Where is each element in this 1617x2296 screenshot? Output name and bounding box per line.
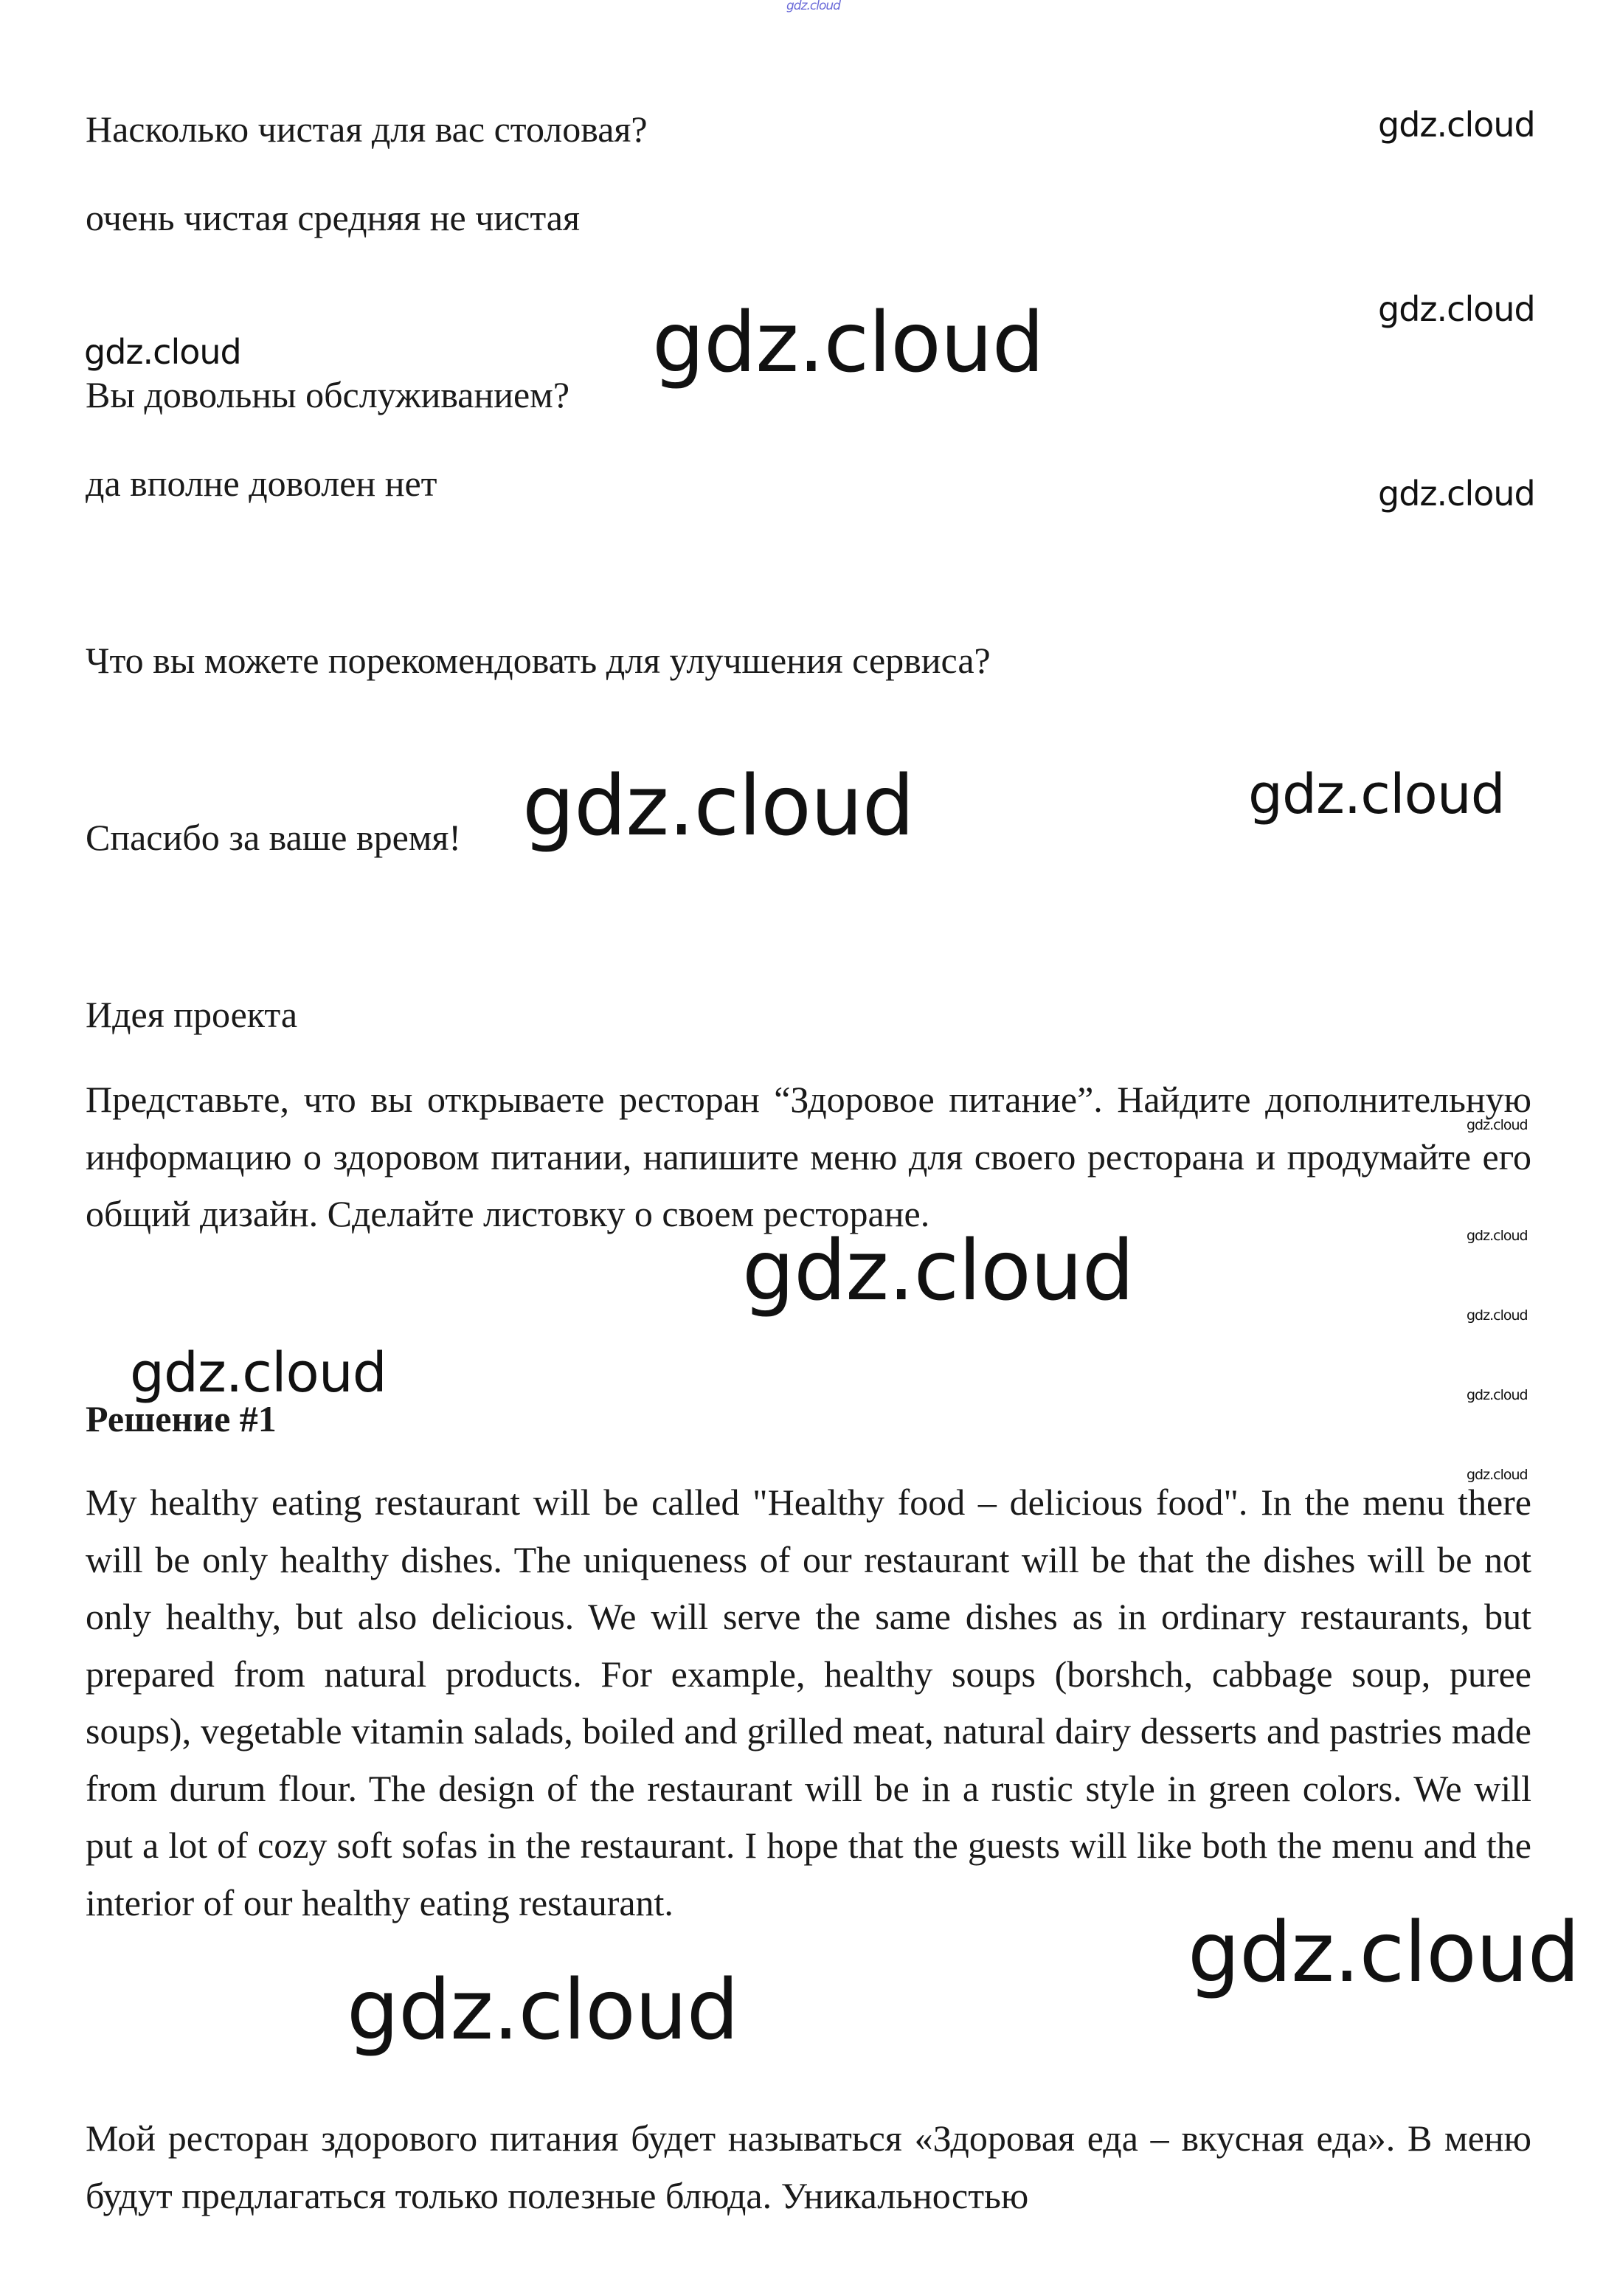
survey-answers-cleanliness: очень чистая средняя не чистая [86, 197, 580, 238]
watermark: gdz.cloud [130, 1341, 387, 1405]
survey-question-recommendations: Что вы можете порекомендовать для улучшения сервиса? [86, 640, 991, 681]
watermark-small: gdz.cloud [1467, 1117, 1528, 1133]
watermark-top: gdz.cloud [786, 0, 840, 13]
watermark-small: gdz.cloud [1467, 1228, 1528, 1244]
watermark: gdz.cloud [522, 758, 914, 854]
solution-heading: Решение #1 [86, 1398, 277, 1439]
watermark: gdz.cloud [1378, 105, 1535, 145]
watermark: gdz.cloud [652, 295, 1044, 391]
project-title: Идея проекта [86, 994, 298, 1035]
survey-thanks: Спасибо за ваше время! [86, 817, 462, 858]
watermark: gdz.cloud [1188, 1905, 1579, 2001]
watermark: gdz.cloud [1378, 289, 1535, 329]
watermark: gdz.cloud [1248, 763, 1505, 826]
watermark: gdz.cloud [84, 332, 241, 372]
watermark: gdz.cloud [742, 1223, 1134, 1319]
survey-question-service: Вы довольны обслуживанием? [86, 374, 570, 415]
survey-answers-service: да вполне доволен нет [86, 463, 437, 504]
solution-english-text: My healthy eating restaurant will be called "Healthy food – delicious food". In the menu there will be only healthy dishes. The uniqueness of our restaurant will be that the dishes will be not only healthy, but also delicious. We will serve the same dishes as in ordinary restaurants, but prepared from natural products. For example, healthy soups (borshch, cabbage soup, puree soups), vegetable vitamin salads, boiled and grilled meat, natural dairy desserts and pastries made from durum flour. The design of the restaurant will be in a rustic style in green colors. We will put a lot of cozy soft sofas in the restaurant. I hope that the guests will like both the menu and the interior of our healthy eating restaurant. [86, 1481, 1531, 1923]
project-description: Представьте, что вы открываете ресторан “Здоровое питание”. Найдите дополнительную информацию о здоровом питании, напишите меню для своего ресторана и продумайте его общий дизайн. Сделайте листовку о своем ресторане. [86, 1079, 1531, 1234]
watermark-small: gdz.cloud [1467, 1467, 1528, 1483]
watermark: gdz.cloud [347, 1963, 738, 2058]
survey-question-cleanliness: Насколько чистая для вас столовая? [86, 108, 648, 150]
watermark-small: gdz.cloud [1467, 1387, 1528, 1403]
watermark-small: gdz.cloud [1467, 1307, 1528, 1324]
watermark: gdz.cloud [1378, 474, 1535, 514]
solution-russian-text: Мой ресторан здорового питания будет называться «Здоровая еда – вкусная еда». В меню будут предлагаться только полезные блюда. Уникальностью [86, 2117, 1531, 2216]
